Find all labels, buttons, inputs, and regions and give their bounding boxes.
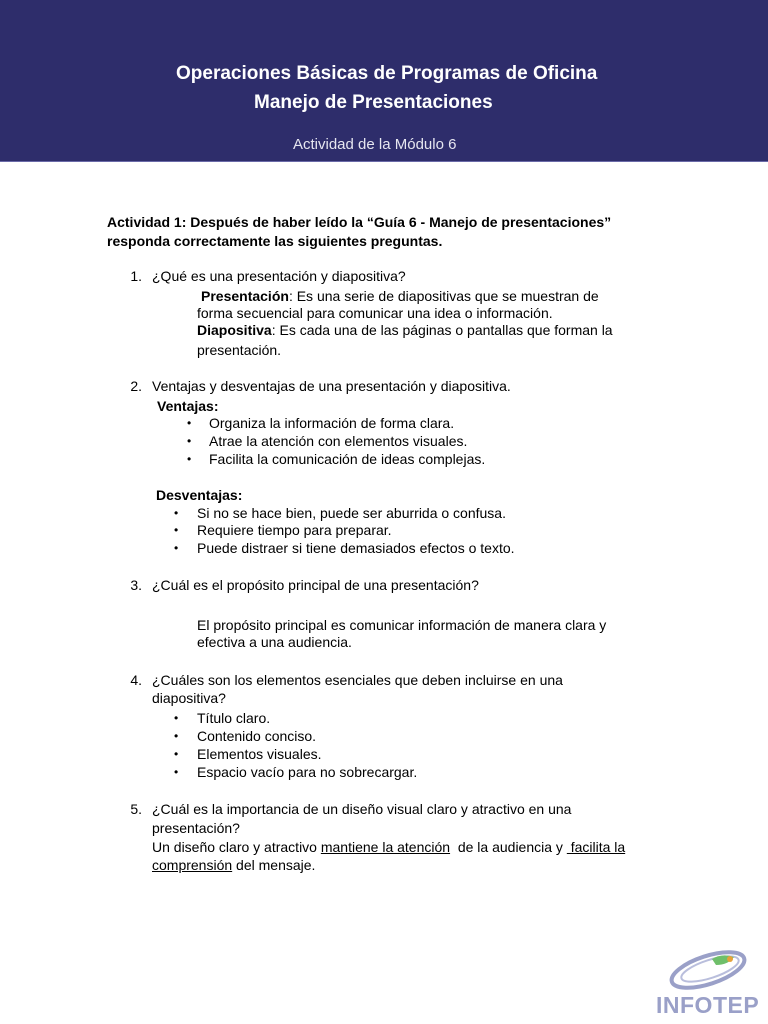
q5-question-line2: presentación? xyxy=(152,820,240,836)
ventajas-label: Ventajas: xyxy=(157,398,219,414)
def2-text: : Es cada una de las páginas o pantallas que forman la xyxy=(271,322,613,338)
q2-question: Ventajas y desventajas de una presentación y diapositiva. xyxy=(152,378,511,394)
def1-text: : Es una serie de diapositivas que se muestran de xyxy=(288,288,599,304)
term-diapositiva: Diapositiva xyxy=(197,322,272,338)
bullet-icon: • xyxy=(187,416,192,430)
bullet-icon: • xyxy=(174,523,179,537)
q1-def2-line1 xyxy=(197,321,613,339)
bullet-icon: • xyxy=(174,747,179,761)
desventajas-label: Desventajas: xyxy=(156,487,243,503)
q1-def1-line1 xyxy=(201,287,599,305)
bullet-icon: • xyxy=(187,434,192,448)
q3-answer-line1: El propósito principal es comunicar información de manera clara y xyxy=(197,617,607,633)
q3-number: 3. xyxy=(130,577,142,593)
infotep-logo-text: INFOTEP xyxy=(656,992,760,1018)
q1-question: ¿Qué es una presentación y diapositiva? xyxy=(152,268,406,284)
q3-question: ¿Cuál es el propósito principal de una presentación? xyxy=(152,577,479,593)
q1-number: 1. xyxy=(130,268,142,284)
underline-atencion: mantiene la atención xyxy=(320,839,451,855)
header-title-line2: Manejo de Presentaciones xyxy=(254,92,493,113)
bullet-icon: • xyxy=(174,541,179,555)
q3-answer-line2: efectiva a una audiencia. xyxy=(197,634,352,650)
q4-number: 4. xyxy=(130,672,142,688)
intro-line2: responda correctamente las siguientes preguntas. xyxy=(107,233,443,249)
q4-question-line1: ¿Cuáles son los elementos esenciales que deben incluirse en una xyxy=(152,672,563,688)
bullet-icon: • xyxy=(187,452,192,466)
q5-number: 5. xyxy=(130,801,142,817)
header-subtitle: Actividad de la Módulo 6 xyxy=(293,136,457,153)
underline-facilita: facilita la xyxy=(566,839,626,855)
q5-answer-line1: Un diseño claro y atractivo mantiene la atención de la audiencia y facilita la xyxy=(152,839,626,855)
q2-number: 2. xyxy=(130,378,142,394)
intro-line1: Actividad 1: Después de haber leído la “Guía 6 - Manejo de presentaciones” xyxy=(107,214,612,230)
q1-def1-line2: forma secuencial para comunicar una idea o información. xyxy=(197,305,553,321)
bullet-icon: • xyxy=(174,765,179,779)
q5-question-line1: ¿Cuál es la importancia de un diseño visual claro y atractivo en una xyxy=(152,801,572,817)
bullet-icon: • xyxy=(174,711,179,725)
q4-question-line2: diapositiva? xyxy=(152,690,226,706)
header-title-line1: Operaciones Básicas de Programas de Oficina xyxy=(176,63,598,84)
document-header xyxy=(0,0,768,162)
underline-comprension: comprensión xyxy=(152,857,233,873)
bullet-icon: • xyxy=(174,729,179,743)
term-presentacion: Presentación xyxy=(201,288,289,304)
q5-answer-line2: comprensión del mensaje. xyxy=(152,857,316,873)
q1-def2-line2: presentación. xyxy=(197,342,282,358)
bullet-icon: • xyxy=(174,506,179,520)
